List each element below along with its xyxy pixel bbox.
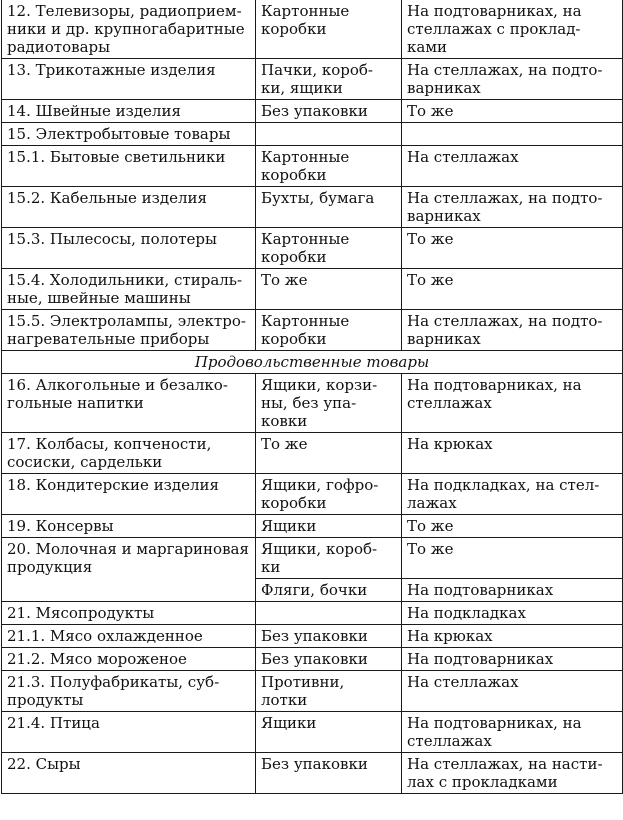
storage-cell: То же — [402, 228, 623, 269]
table-row — [2, 671, 623, 712]
product-name-cell: 14. Швейные изделия — [2, 100, 256, 123]
product-name-cell: 13. Трикотажные изделия — [2, 59, 256, 100]
storage-cell: На подтоварниках — [402, 579, 623, 602]
table-row — [2, 515, 623, 538]
table-body — [2, 0, 623, 794]
package-cell: Пачки, короб- ки, ящики — [256, 59, 402, 100]
product-name-cell: 21.1. Мясо охлажденное — [2, 625, 256, 648]
table-row — [2, 310, 623, 351]
package-cell: Противни, лотки — [256, 671, 402, 712]
table-row — [2, 648, 623, 671]
package-cell: Без упаковки — [256, 648, 402, 671]
product-name-cell: 17. Колбасы, копчености, сосиски, сардельки — [2, 433, 256, 474]
package-cell — [256, 602, 402, 625]
product-name-cell: 22. Сыры — [2, 753, 256, 794]
package-cell: Без упаковки — [256, 625, 402, 648]
storage-cell: То же — [402, 269, 623, 310]
package-cell — [256, 123, 402, 146]
product-name-cell: 15. Электробытовые товары — [2, 123, 256, 146]
package-cell: Фляги, бочки — [256, 579, 402, 602]
storage-cell: То же — [402, 515, 623, 538]
storage-cell: На стеллажах, на подто- варниках — [402, 59, 623, 100]
table-row — [2, 538, 623, 579]
table-row — [2, 433, 623, 474]
storage-cell: На подтоварниках, на стеллажах — [402, 374, 623, 433]
storage-cell: На стеллажах, на подто- варниках — [402, 187, 623, 228]
package-cell: Бухты, бумага — [256, 187, 402, 228]
product-name-cell: 15.5. Электролампы, электро- нагревательные приборы — [2, 310, 256, 351]
table-row — [2, 602, 623, 625]
package-cell: Картонные коробки — [256, 0, 402, 59]
product-name-cell: 21.3. Полуфабрикаты, суб- продукты — [2, 671, 256, 712]
package-cell: Без упаковки — [256, 100, 402, 123]
table-row — [2, 228, 623, 269]
package-cell: Ящики — [256, 515, 402, 538]
package-cell: Картонные коробки — [256, 146, 402, 187]
storage-cell: На стеллажах — [402, 146, 623, 187]
storage-cell: На стеллажах, на подто- варниках — [402, 310, 623, 351]
storage-cell: На подтоварниках, на стеллажах — [402, 712, 623, 753]
table-row — [2, 269, 623, 310]
table-row — [2, 474, 623, 515]
storage-cell: На стеллажах, на насти- лах с прокладками — [402, 753, 623, 794]
table-row — [2, 374, 623, 433]
table-row — [2, 187, 623, 228]
package-cell: То же — [256, 269, 402, 310]
table-row — [2, 100, 623, 123]
storage-cell: На подтоварниках, на стеллажах с проклад- ками — [402, 0, 623, 59]
package-cell: То же — [256, 433, 402, 474]
storage-cell: На крюках — [402, 625, 623, 648]
product-name-cell: 21. Мясопродукты — [2, 602, 256, 625]
package-cell: Ящики — [256, 712, 402, 753]
storage-cell: На подтоварниках — [402, 648, 623, 671]
storage-table — [1, 0, 623, 794]
section-row — [2, 351, 623, 374]
product-name-cell: 21.4. Птица — [2, 712, 256, 753]
table-row — [2, 712, 623, 753]
product-name-cell: 21.2. Мясо мороженое — [2, 648, 256, 671]
package-cell: Картонные коробки — [256, 228, 402, 269]
table-row — [2, 625, 623, 648]
package-cell: Картонные коробки — [256, 310, 402, 351]
product-name-cell: 15.3. Пылесосы, полотеры — [2, 228, 256, 269]
package-cell: Без упаковки — [256, 753, 402, 794]
package-cell: Ящики, короб- ки — [256, 538, 402, 579]
product-name-cell: 16. Алкогольные и безалко- гольные напитки — [2, 374, 256, 433]
product-name-cell: 18. Кондитерские изделия — [2, 474, 256, 515]
product-name-cell: 15.4. Холодильники, стираль- ные, швейные машины — [2, 269, 256, 310]
storage-cell: То же — [402, 538, 623, 579]
section-title: Продовольственные товары — [2, 351, 623, 374]
package-cell: Ящики, корзи- ны, без упа- ковки — [256, 374, 402, 433]
storage-cell: На крюках — [402, 433, 623, 474]
storage-cell: То же — [402, 100, 623, 123]
storage-cell: На подкладках — [402, 602, 623, 625]
table-row — [2, 146, 623, 187]
storage-cell — [402, 123, 623, 146]
product-name-cell: 15.2. Кабельные изделия — [2, 187, 256, 228]
table-row — [2, 123, 623, 146]
storage-cell: На подкладках, на стел- лажах — [402, 474, 623, 515]
product-name-cell: 19. Консервы — [2, 515, 256, 538]
product-name-cell: 15.1. Бытовые светильники — [2, 146, 256, 187]
storage-cell: На стеллажах — [402, 671, 623, 712]
package-cell: Ящики, гофро- коробки — [256, 474, 402, 515]
table-row — [2, 753, 623, 794]
table-row — [2, 0, 623, 59]
product-name-cell: 12. Телевизоры, радиоприем- ники и др. крупногабаритные радиотовары — [2, 0, 256, 59]
table-row — [2, 59, 623, 100]
product-name-cell: 20. Молочная и маргариновая продукция — [2, 538, 256, 602]
